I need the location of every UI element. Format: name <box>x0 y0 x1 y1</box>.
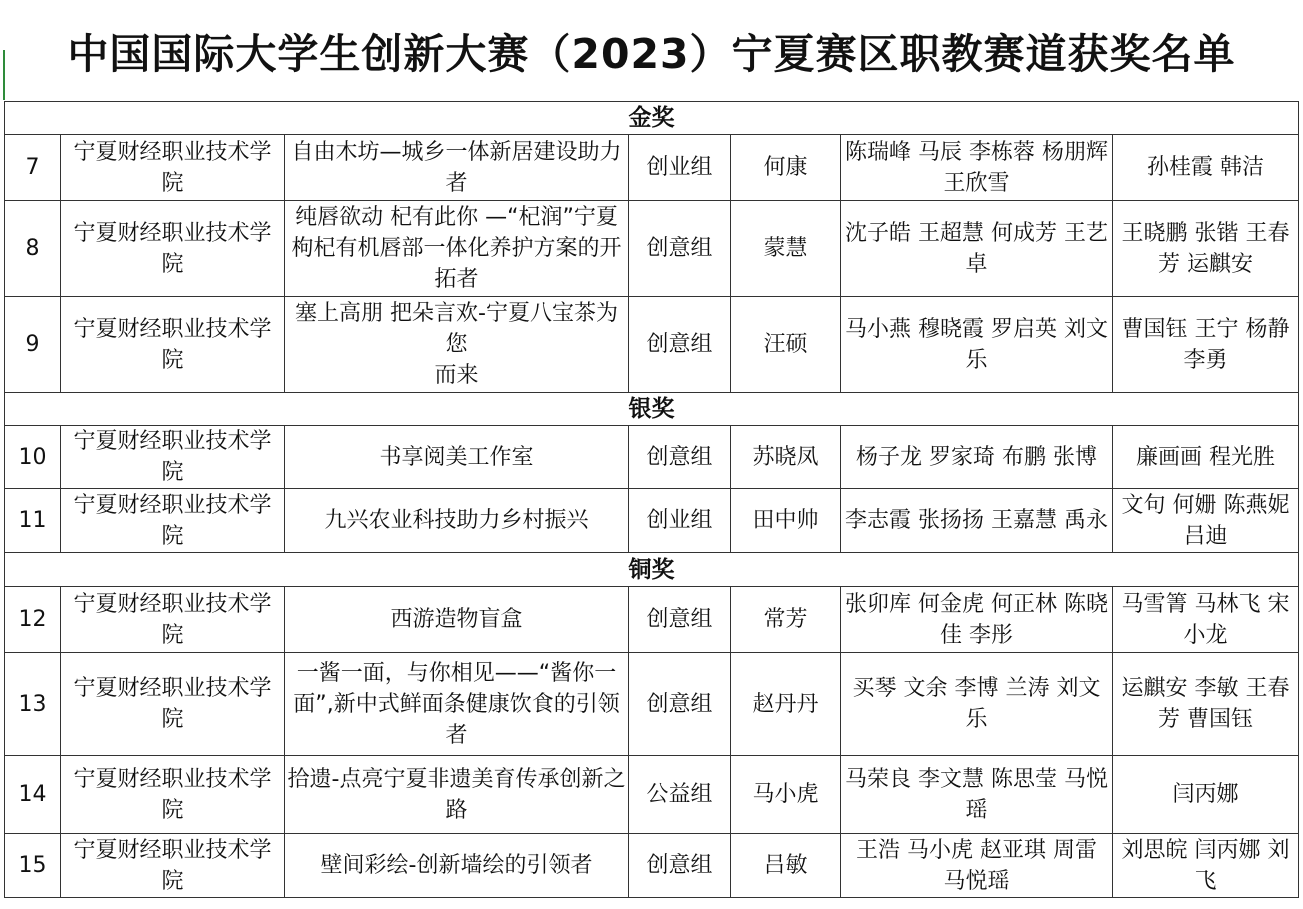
leader-cell: 何康 <box>731 135 841 201</box>
row-number: 7 <box>5 135 61 201</box>
school-cell: 宁夏财经职业技术学院 <box>61 135 285 201</box>
table-row <box>5 135 1299 201</box>
cell-selection-mark <box>3 50 5 100</box>
section-header-row <box>5 102 1299 135</box>
members-cell: 沈子皓 王超慧 何成芳 王艺卓 <box>841 201 1113 297</box>
group-cell: 创意组 <box>629 201 731 297</box>
members-cell: 买琴 文余 李博 兰涛 刘文乐 <box>841 653 1113 756</box>
leader-cell: 汪硕 <box>731 297 841 393</box>
members-cell: 张卯库 何金虎 何正林 陈晓佳 李彤 <box>841 587 1113 653</box>
page-title: 中国国际大学生创新大赛（2023）宁夏赛区职教赛道获奖名单 <box>67 30 1236 78</box>
group-cell: 创意组 <box>629 834 731 898</box>
project-cell: 九兴农业科技助力乡村振兴 <box>285 489 629 553</box>
table-row <box>5 489 1299 553</box>
project-cell: 纯唇欲动 杞有此你 —“杞润”宁夏枸杞有机唇部一体化养护方案的开拓者 <box>285 201 629 297</box>
section-header-row <box>5 553 1299 587</box>
table-row <box>5 834 1299 898</box>
section-header-row <box>5 393 1299 426</box>
table-row <box>5 653 1299 756</box>
group-cell: 公益组 <box>629 756 731 834</box>
row-number: 15 <box>5 834 61 898</box>
members-cell: 马荣良 李文慧 陈思莹 马悦瑶 <box>841 756 1113 834</box>
table-row <box>5 201 1299 297</box>
members-cell: 王浩 马小虎 赵亚琪 周雷 马悦瑶 <box>841 834 1113 898</box>
mentors-cell: 文句 何姗 陈燕妮 吕迪 <box>1113 489 1299 553</box>
school-cell: 宁夏财经职业技术学院 <box>61 426 285 489</box>
group-cell: 创意组 <box>629 587 731 653</box>
leader-cell: 马小虎 <box>731 756 841 834</box>
table-row <box>5 426 1299 489</box>
row-number: 12 <box>5 587 61 653</box>
row-number: 9 <box>5 297 61 393</box>
mentors-cell: 曹国钰 王宁 杨静 李勇 <box>1113 297 1299 393</box>
leader-cell: 蒙慧 <box>731 201 841 297</box>
school-cell: 宁夏财经职业技术学院 <box>61 489 285 553</box>
school-cell: 宁夏财经职业技术学院 <box>61 653 285 756</box>
row-number: 14 <box>5 756 61 834</box>
school-cell: 宁夏财经职业技术学院 <box>61 297 285 393</box>
mentors-cell: 孙桂霞 韩洁 <box>1113 135 1299 201</box>
project-cell: 一酱一面，与你相见——“酱你一面”,新中式鲜面条健康饮食的引领者 <box>285 653 629 756</box>
school-cell: 宁夏财经职业技术学院 <box>61 201 285 297</box>
leader-cell: 赵丹丹 <box>731 653 841 756</box>
group-cell: 创意组 <box>629 653 731 756</box>
mentors-cell: 马雪箐 马林飞 宋小龙 <box>1113 587 1299 653</box>
project-cell: 壁间彩绘-创新墙绘的引领者 <box>285 834 629 898</box>
group-cell: 创业组 <box>629 135 731 201</box>
school-cell: 宁夏财经职业技术学院 <box>61 587 285 653</box>
members-cell: 李志霞 张扬扬 王嘉慧 禹永 <box>841 489 1113 553</box>
mentors-cell: 王晓鹏 张锴 王春芳 运麒安 <box>1113 201 1299 297</box>
table-row <box>5 587 1299 653</box>
mentors-cell: 闫丙娜 <box>1113 756 1299 834</box>
project-cell: 书享阅美工作室 <box>285 426 629 489</box>
leader-cell: 常芳 <box>731 587 841 653</box>
section-title: 铜奖 <box>5 553 1299 587</box>
members-cell: 马小燕 穆晓霞 罗启英 刘文乐 <box>841 297 1113 393</box>
row-number: 8 <box>5 201 61 297</box>
mentors-cell: 运麒安 李敏 王春芳 曹国钰 <box>1113 653 1299 756</box>
project-cell: 自由木坊—城乡一体新居建设助力者 <box>285 135 629 201</box>
project-cell: 塞上高朋 把朵言欢-宁夏八宝茶为您 而来 <box>285 297 629 393</box>
award-table <box>4 101 1299 898</box>
mentors-cell: 刘思皖 闫丙娜 刘飞 <box>1113 834 1299 898</box>
leader-cell: 田中帅 <box>731 489 841 553</box>
section-title: 金奖 <box>5 102 1299 135</box>
group-cell: 创业组 <box>629 489 731 553</box>
leader-cell: 吕敏 <box>731 834 841 898</box>
project-cell: 西游造物盲盒 <box>285 587 629 653</box>
members-cell: 杨子龙 罗家琦 布鹏 张博 <box>841 426 1113 489</box>
group-cell: 创意组 <box>629 297 731 393</box>
group-cell: 创意组 <box>629 426 731 489</box>
leader-cell: 苏晓凤 <box>731 426 841 489</box>
table-row <box>5 756 1299 834</box>
project-cell: 拾遗-点亮宁夏非遗美育传承创新之路 <box>285 756 629 834</box>
mentors-cell: 廉画画 程光胜 <box>1113 426 1299 489</box>
table-row <box>5 297 1299 393</box>
row-number: 13 <box>5 653 61 756</box>
school-cell: 宁夏财经职业技术学院 <box>61 834 285 898</box>
members-cell: 陈瑞峰 马辰 李栋蓉 杨朋辉王欣雪 <box>841 135 1113 201</box>
school-cell: 宁夏财经职业技术学院 <box>61 756 285 834</box>
section-title: 银奖 <box>5 393 1299 426</box>
row-number: 11 <box>5 489 61 553</box>
row-number: 10 <box>5 426 61 489</box>
